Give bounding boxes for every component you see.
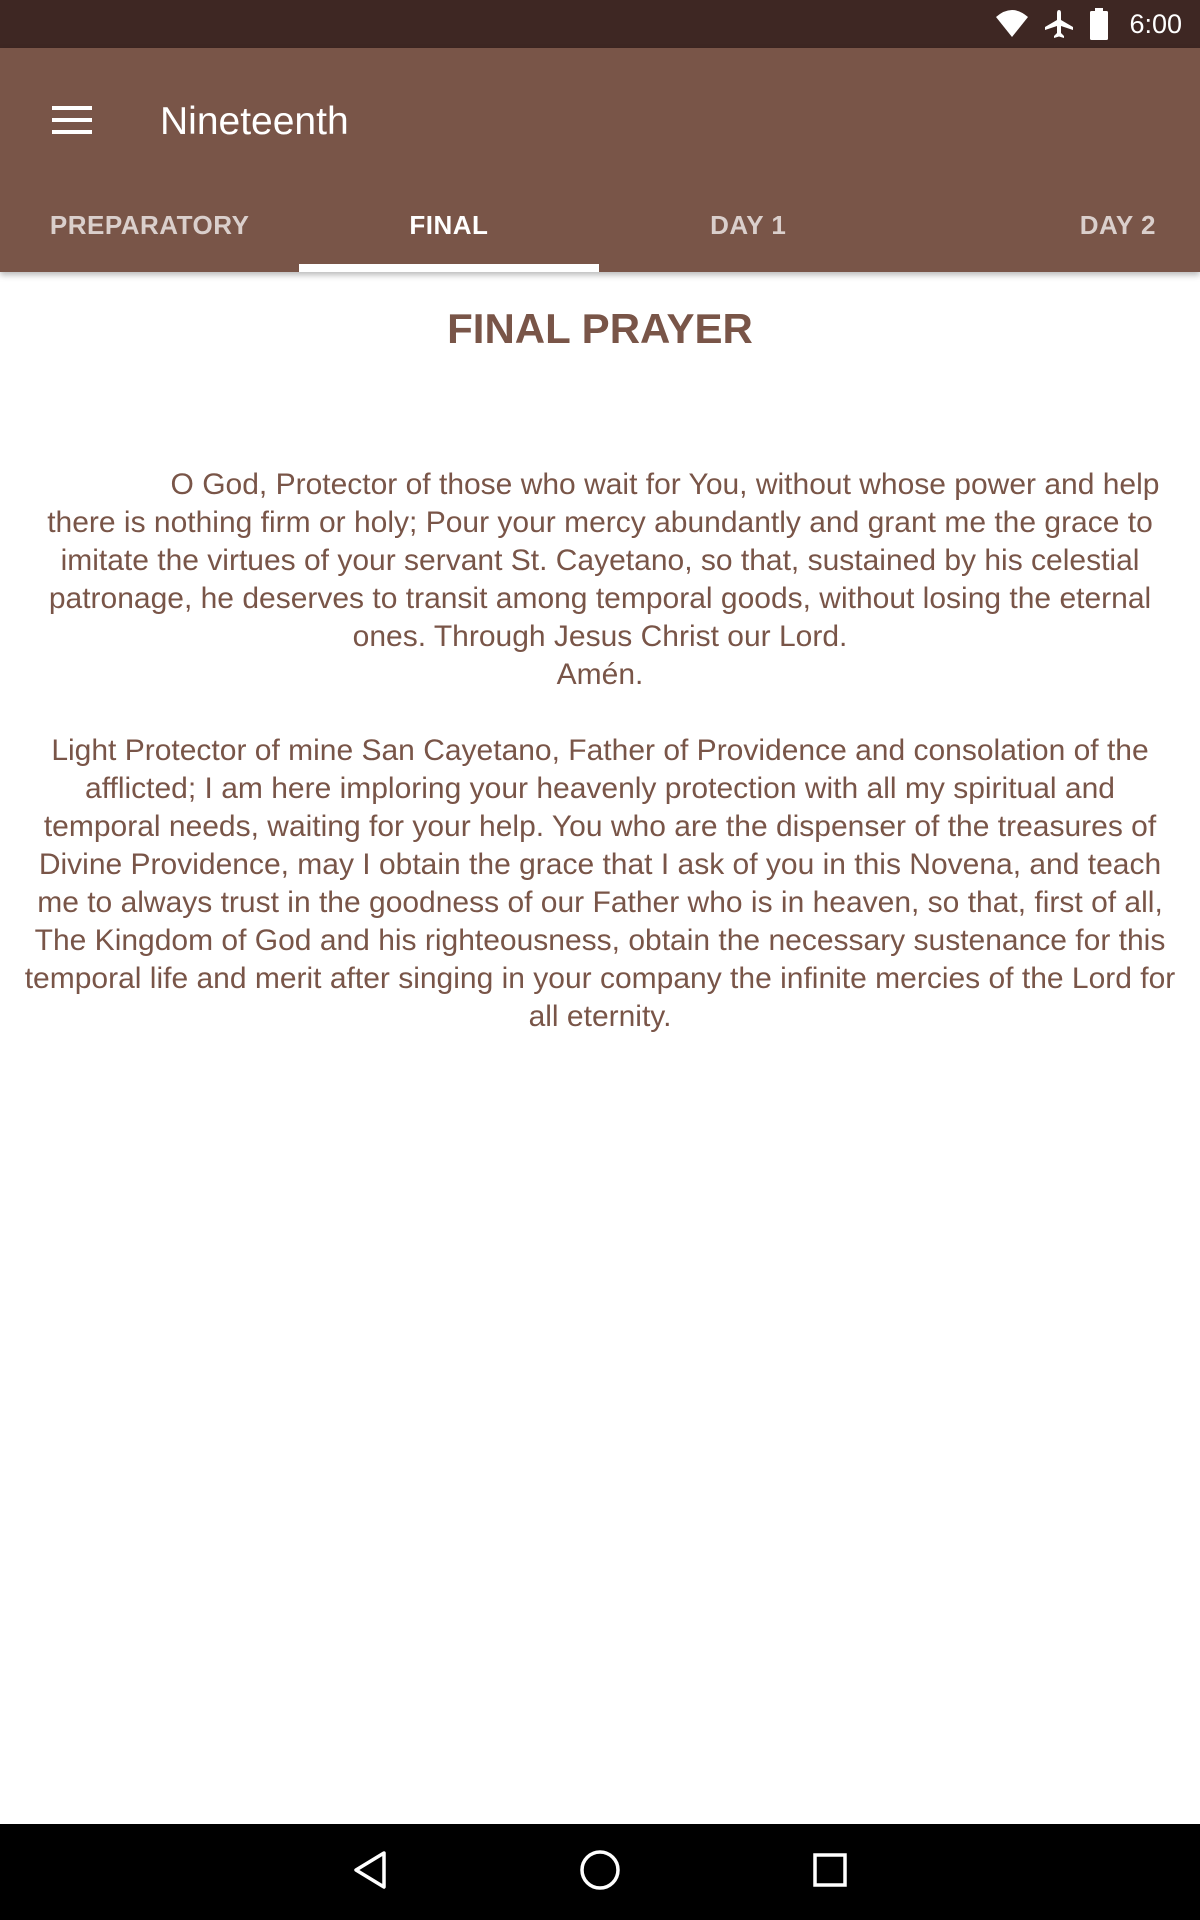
recents-button[interactable]	[800, 1842, 860, 1902]
prayer-content	[0, 272, 1200, 1036]
app-title: Nineteenth	[160, 100, 349, 143]
wifi-icon	[995, 9, 1029, 39]
app-bar	[0, 48, 1200, 272]
status-bar	[0, 0, 1200, 48]
home-icon	[579, 1849, 621, 1896]
recents-icon	[812, 1852, 848, 1893]
tab-day-1[interactable]: DAY 1	[710, 209, 787, 240]
back-icon	[352, 1850, 388, 1895]
tab-bar	[0, 178, 1200, 272]
airplane-icon	[1043, 8, 1075, 40]
prayer-body	[24, 466, 1176, 1036]
tab-day-2[interactable]: DAY 2	[1079, 209, 1156, 240]
status-time: 6:00	[1129, 8, 1182, 39]
prayer-paragraph-2: Light Protector of mine San Cayetano, Father of Providence and consolation of the afflicted; I am here imploring your heavenly protection with all my spiritual and temporal needs, waiting for your help. You who are the dispenser of the treasures of Divine Providence, may I obtain the grace that I ask of you in this Novena, and teach me to always trust in the goodness of our Father who is in heaven, so that, first of all, The Kingdom of God and his righteousness, obtain the necessary sustenance for this temporal life and merit after singing in your company the infinite mercies of the Lord for all eternity.	[24, 734, 1176, 1033]
tab-final[interactable]: FINAL	[299, 178, 598, 272]
home-button[interactable]	[570, 1842, 630, 1902]
prayer-paragraph-1: O God, Protector of those who wait for You, without whose power and help there is nothing firm or holy; Pour your mercy abundantly and grant me the grace to imitate the virtues of your servant St. Cayetano, so that, sustained by his celestial patronage, he deserves to transit among temporal goods, without losing the eternal ones. Through Jesus Christ our Lord.	[47, 468, 1160, 653]
battery-icon	[1089, 8, 1109, 40]
amen-text: Amén.	[556, 658, 644, 691]
page-title: FINAL PRAYER	[447, 305, 753, 352]
back-button[interactable]	[340, 1842, 400, 1902]
hamburger-menu-icon	[52, 106, 92, 139]
menu-button[interactable]	[40, 90, 104, 154]
tab-preparatory[interactable]: PREPARATORY	[49, 209, 250, 240]
system-nav-bar	[0, 1824, 1200, 1920]
